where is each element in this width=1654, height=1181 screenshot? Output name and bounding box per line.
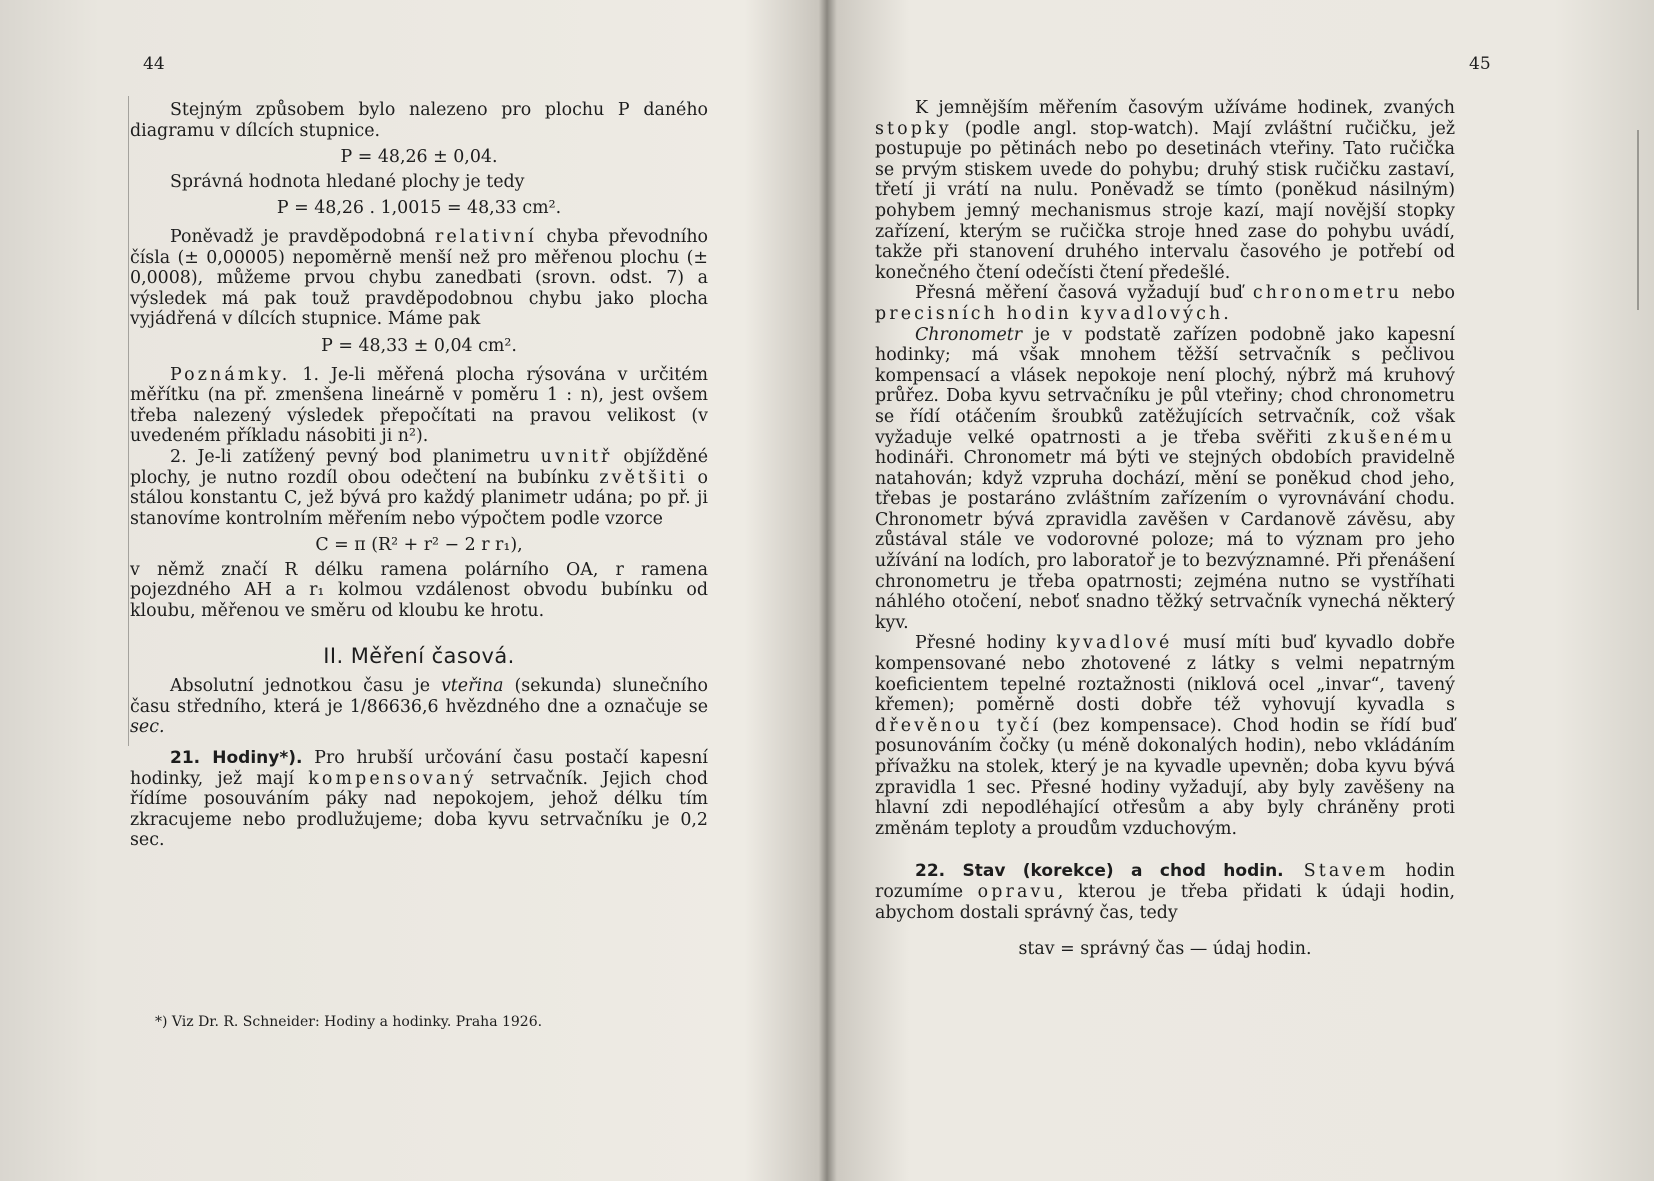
formula: C = π (R² + r² − 2 r r₁),	[315, 535, 523, 556]
paragraph: v němž značí R délku ramena polárního OA, r ramena pojezdného AH a r₁ kolmou vzdálenost obvodu bubínku od kloubu, měřenou ve směru od kloubu ke hrotu.	[130, 559, 708, 622]
paragraph: Poněvadž je pravděpodobná relativní chyba převodního čísla (± 0,00005) nepoměrně menší než pro měřenou plochu (± 0,0008), můžeme prvou chybu zanedbati (srovn. odst. 7) a výsledek má pak touž pravděpodobnou chybu jako plocha vyjádřená v dílcích stupnice. Máme pak	[130, 226, 708, 330]
paragraph: Poznámky. 1. Je-li měřená plocha rýsována v určitém měřítku (na př. zmenšena lineárně v poměru 1 : n), jest ovšem třeba nalezený výsledek přepočítati na pravou velikost (v uvedeném příkladu násobiti ji n²).	[130, 364, 708, 447]
paragraph: 2. Je-li zatížený pevný bod planimetru uvnitř objížděné plochy, je nutno rozdíl obou odečtení na bubínku zvětšiti o stálou konstantu C, jež bývá pro každý planimetr udána; po př. ji stanovíme kontrolním měřením nebo výpočtem podle vzorce	[130, 446, 708, 529]
paragraph: K jemnějším měřením časovým užíváme hodinek, zvaných stopky (podle angl. stop-watch). Mají zvláštní ručičku, jež postupuje po pětinách nebo po desetinách vteřiny. Tato ručička se prvým stiskem uvede do pohybu; druhý stisk ručičku zastaví, třetí ji vrátí na nulu. Poněvadž se tímto (poněkud násilným) pohybem jemný mechanismus stroje kazí, mají novější stopky zařízení, kterým se ručička stroje hned zase do pohybu uvádí, takže při stanovení druhého intervalu časového je potřebí od konečného čtení odečísti čtení předešlé.	[875, 98, 1455, 283]
formula: P = 48,26 ± 0,04.	[340, 147, 498, 168]
paragraph: Přesné hodiny kyvadlové musí míti buď kyvadlo dobře kompensované nebo zhotovené z látky s velmi nepatrným koeficientem tepelné roztažnosti (niklová ocel „invar“, tavený křemen); poměrně dosti dobře též vyhovují kyvadla s dřevěnou tyčí (bez kompensace). Chod hodin se řídí buď posunováním čočky (u méně dokonalých hodin), nebo vkládáním přívažku na stolek, který je na kyvadle upevněn; doba kyvu bývá zpravidla 1 sec. Přesné hodiny vyžadují, aby byly zavěšeny na hlavní zdi nepodléhající otřesům a aby byly chráněny proti změnám teploty a proudům vzduchovým.	[875, 633, 1456, 839]
spaced-emphasis: zvětšiti	[599, 467, 688, 488]
paragraph-heading: 22. Stav (korekce) a chod hodin.	[915, 861, 1284, 882]
spaced-emphasis: chronometru	[1252, 283, 1403, 304]
spaced-emphasis: Stavem	[1283, 861, 1389, 882]
page-edge-line	[1637, 130, 1639, 310]
paragraph: Chronometr je v podstatě zařízen podobně jako kapesní hodinky; má však mnohem těžší setrvačník s pečlivou kompensací a vlásek nepokoje není plochý, nýbrž má kruhový průřez. Doba kyvu setrvačníku je půl vteřiny; chod chronometru se řídí otáčením šroubků zatěžujících setrvačník, což však vyžaduje velké opatrnosti a je třeba svěřiti zkušenému hodináři. Chronometr má býti ve stejných obdobích pravidelně natahován; když vzpruha dochází, mění se poněkud chod jeho, třebas je postaráno zvláštním zařízením o vyrovnávání chodu. Chronometr bývá zpravidla zavěšen v Cardanově závěsu, aby zůstával stále ve vodorovné poloze; má to význam pro jeho užívání na lodích, pro laboratoř je to bezvýznamné. Při přenášení chronometru je třeba opatrnosti; zejména nutno se vystříhati náhlého otočení, neboť snadno těžký setrvačník vynechá některý kyv.	[875, 324, 1455, 633]
page-number: 45	[1469, 54, 1491, 74]
spaced-emphasis: kyvadlové	[1056, 633, 1173, 654]
formula: stav = správný čas — údaj hodin.	[1018, 939, 1312, 960]
left-text-block	[130, 100, 708, 851]
right-text-block	[875, 98, 1455, 964]
footnote: *) Viz Dr. R. Schneider: Hodiny a hodinky. Praha 1926.	[155, 1014, 543, 1030]
paragraph: Absolutní jednotkou času je vteřina (sekunda) slunečního času středního, která je 1/86636,6 hvězdného dne a označuje se sec.	[130, 676, 708, 738]
section-heading: II. Měření časová.	[323, 643, 515, 668]
spaced-emphasis: precisních hodin kyvadlových.	[875, 303, 1232, 324]
spaced-emphasis: dřevěnou tyčí	[875, 715, 1042, 736]
page-edge-line	[128, 96, 129, 746]
spaced-emphasis: zkušenému	[1327, 427, 1455, 448]
right-page	[826, 0, 1654, 1181]
spaced-emphasis: relativní	[435, 226, 537, 247]
paragraph-heading: 21. Hodiny*).	[170, 748, 303, 769]
paragraph: Přesná měření časová vyžadují buď chronometru nebo precisních hodin kyvadlových.	[875, 283, 1456, 324]
paragraph: Stejným způsobem bylo nalezeno pro plochu P daného diagramu v dílcích stupnice.	[130, 100, 708, 141]
formula: P = 48,33 ± 0,04 cm².	[321, 335, 517, 356]
paragraph: 22. Stav (korekce) a chod hodin. Stavem hodin rozumíme opravu, kterou je třeba přidati k údaji hodin, abychom dostali správný čas, tedy	[875, 861, 1455, 923]
paragraph: 21. Hodiny*). Pro hrubší určování času postačí kapesní hodinky, jež mají kompensovaný setrvačník. Jejich chod řídíme posouváním páky nad nepokojem, jehož délku tím zkracujeme nebo prodlužujeme; doba kyvu setrvačníku je 0,2 sec.	[130, 748, 708, 851]
paragraph: Správná hodnota hledané plochy je tedy	[170, 171, 525, 192]
spaced-emphasis: opravu	[977, 881, 1058, 902]
page-number: 44	[143, 54, 165, 74]
formula: P = 48,26 . 1,0015 = 48,33 cm².	[276, 198, 562, 219]
spaced-emphasis: uvnitř	[540, 446, 613, 467]
left-page	[0, 0, 818, 1181]
spaced-emphasis: kompensovaný	[308, 768, 477, 789]
spaced-emphasis: stopky	[875, 118, 952, 139]
spaced-emphasis: Poznámky.	[170, 364, 291, 385]
